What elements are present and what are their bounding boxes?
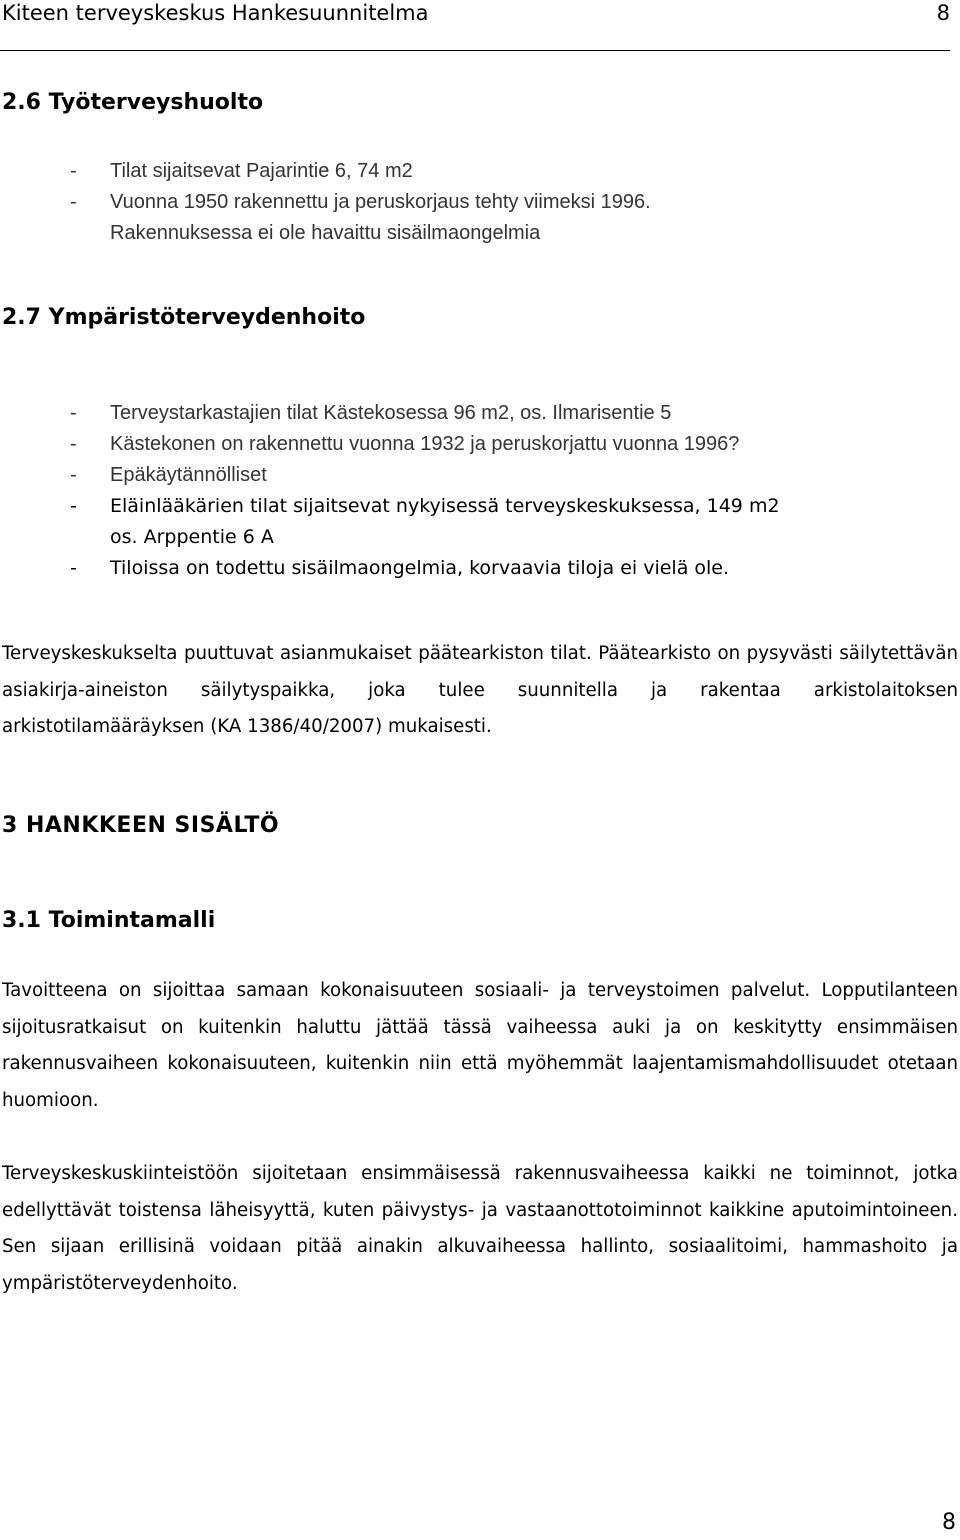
document-title: Kiteen terveyskeskus Hankesuunnitelma [2,1,429,25]
dash-bullet: - [70,464,77,486]
list-item: - Tiloissa on todettu sisäilmaongelmia, korvaavia tiloja ei vielä ole. [0,553,940,584]
dash-bullet: - [70,495,77,517]
list-item-continuation: os. Arppentie 6 A [110,526,274,548]
list-item: - Kästekonen on rakennettu vuonna 1932 ja peruskorjattu vuonna 1996? [0,429,940,460]
footer-page-number: 8 [942,1510,956,1535]
page-header [0,0,950,51]
dash-bullet: - [70,557,77,579]
heading-2-7: 2.7 Ympäristöterveydenhoito [2,305,366,330]
list-2-6 [0,156,940,249]
header-page-number: 8 [936,1,950,25]
heading-2-6: 2.6 Työterveyshuolto [2,90,264,115]
list-item: - Eläinlääkärien tilat sijaitsevat nykyisessä terveyskeskuksessa, 149 m2 [0,491,940,522]
list-item: - Terveystarkastajien tilat Kästekosessa 96 m2, os. Ilmarisentie 5 [0,398,940,429]
dash-bullet: - [70,191,77,213]
paragraph-3-1-b: Terveyskeskuskiinteistöön sijoitetaan ensimmäisessä rakennusvaiheessa kaikki ne toiminnot, jotka edellyttävät toistensa läheisyyttä, kuten päivystys- ja vastaanottotoiminnot kaikkine aputoimintoineen. Sen sijaan erillisinä voidaan pitää ainakin alkuvaiheessa hallinto, sosiaalitoimi, hammashoito ja ympäristöterveydenhoito. [2,1163,958,1294]
paragraph-3-1-a: Tavoitteena on sijoittaa samaan kokonaisuuteen sosiaali- ja terveystoimen palvelut. Lopputilanteen sijoitusratkaisut on kuitenkin haluttu jättää tässä vaiheessa auki ja on keskitytty ensimmäisen rakennusvaiheen kokonaisuuteen, kuitenkin niin että myöhemmät laajentamismahdollisuudet otetaan huomioon. [2,980,958,1111]
list-2-7-sans [0,491,940,584]
archive-paragraph: Terveyskeskukselta puuttuvat asianmukaiset päätearkiston tilat. Päätearkisto on pysyvästi säilytettävän asiakirja-aineiston säilytyspaikka, joka tulee suunnitella ja rakentaa arkistolaitoksen arkistotilamääräyksen (KA 1386/40/2007) mukaisesti. [2,643,958,737]
dash-bullet: - [70,402,77,424]
list-item-continuation: Rakennuksessa ei ole havaittu sisäilmaongelmia [110,222,541,244]
list-item: - Tilat sijaitsevat Pajarintie 6, 74 m2 [0,156,940,187]
dash-bullet: - [70,160,77,182]
heading-3: 3 HANKKEEN SISÄLTÖ [2,813,280,838]
list-item: - Vuonna 1950 rakennettu ja peruskorjaus tehty viimeksi 1996. [0,187,940,218]
list-2-7-serif [0,398,940,491]
heading-3-1: 3.1 Toimintamalli [2,908,216,933]
list-item: - Epäkäytännölliset [0,460,940,491]
dash-bullet: - [70,433,77,455]
